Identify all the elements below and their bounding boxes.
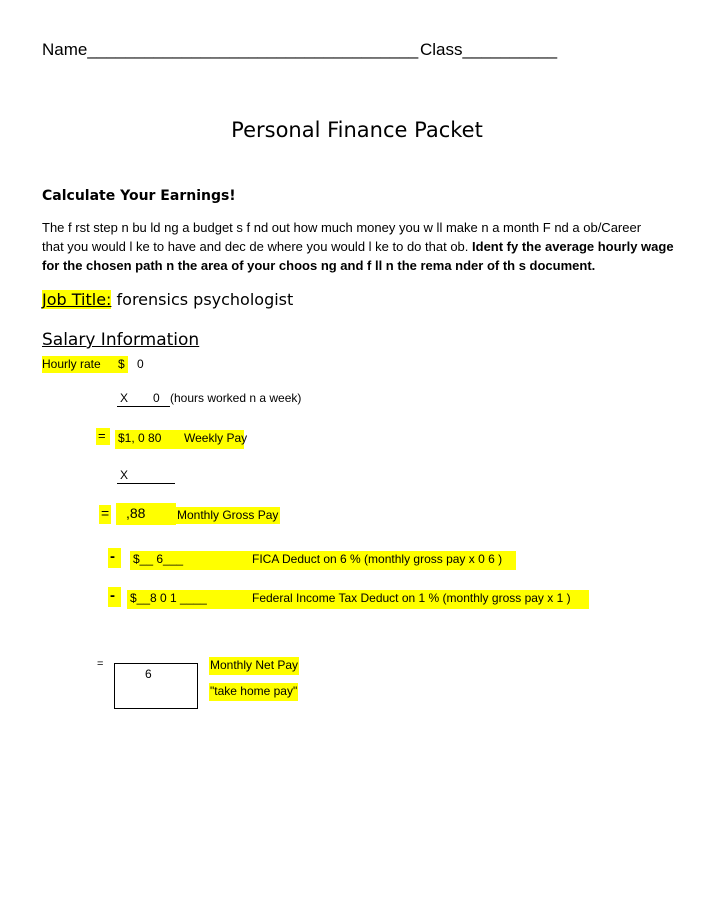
hours-worked-value[interactable]: 0	[153, 391, 160, 405]
monthly-equals-sign: =	[99, 505, 111, 524]
weekly-equals-sign: =	[96, 428, 110, 445]
hours-worked-label: (hours worked n a week)	[170, 391, 302, 405]
take-home-pay-label: "take home pay"	[209, 683, 298, 701]
net-equals-sign: =	[97, 658, 104, 670]
intro-line-1: The f rst step n bu ld ng a budget s f nd out how much money you w ll make n a month F nd a ob/Career	[42, 220, 642, 235]
federal-minus-sign: -	[108, 587, 121, 607]
page-title: Personal Finance Packet	[231, 118, 483, 142]
monthly-gross-label: Monthly Gross Pay	[177, 508, 279, 522]
net-pay-label: Monthly Net Pay	[209, 657, 299, 675]
job-title-value: forensics psychologist	[111, 290, 294, 309]
monthly-gross-value[interactable]: ,88	[116, 503, 176, 525]
hours-underline	[117, 406, 170, 407]
section-heading: Calculate Your Earnings!	[42, 188, 236, 204]
job-title-label: Job Title:	[42, 290, 112, 309]
weekly-pay-label: Weekly Pay	[184, 431, 248, 445]
class-field-label: Class__________	[420, 40, 558, 59]
fica-minus-sign: -	[108, 548, 121, 568]
fica-deduction-value: $__ 6___	[133, 552, 184, 566]
multiply-underline	[117, 483, 175, 484]
intro-line-2-bold: Ident fy the average hourly wage	[472, 239, 674, 254]
net-pay-box[interactable]	[114, 663, 198, 709]
hours-multiply-sign: X	[120, 391, 129, 405]
federal-tax-row[interactable]	[127, 590, 589, 609]
hourly-rate-label: Hourly rate	[42, 356, 117, 373]
federal-tax-value: $__8 0 1 ____	[130, 591, 207, 605]
net-pay-value: 6	[145, 667, 152, 681]
fica-deduction-label: FICA Deduct on 6 % (monthly gross pay x 0 6 )	[252, 552, 503, 566]
fica-deduction-row[interactable]	[130, 551, 516, 570]
monthly-multiply-sign: X	[120, 468, 129, 482]
hourly-rate-value[interactable]: 0	[137, 357, 144, 371]
job-title-row	[42, 290, 293, 309]
federal-tax-label: Federal Income Tax Deduct on 1 % (monthly gross pay x 1 )	[252, 591, 571, 605]
intro-line-3: for the chosen path n the area of your choos ng and f ll n the rema nder of th s document.	[42, 258, 596, 273]
hourly-dollar-sign: $	[117, 356, 128, 373]
weekly-pay-value[interactable]	[115, 430, 248, 449]
intro-line-2-text: that you would l ke to have and dec de where you would l ke to do that ob.	[42, 239, 473, 254]
weekly-pay-amount: $1, 0 80	[118, 431, 162, 445]
name-field-label: Name___________________________________	[42, 40, 419, 59]
intro-line-2	[42, 239, 674, 254]
salary-heading: Salary Information	[42, 330, 200, 350]
